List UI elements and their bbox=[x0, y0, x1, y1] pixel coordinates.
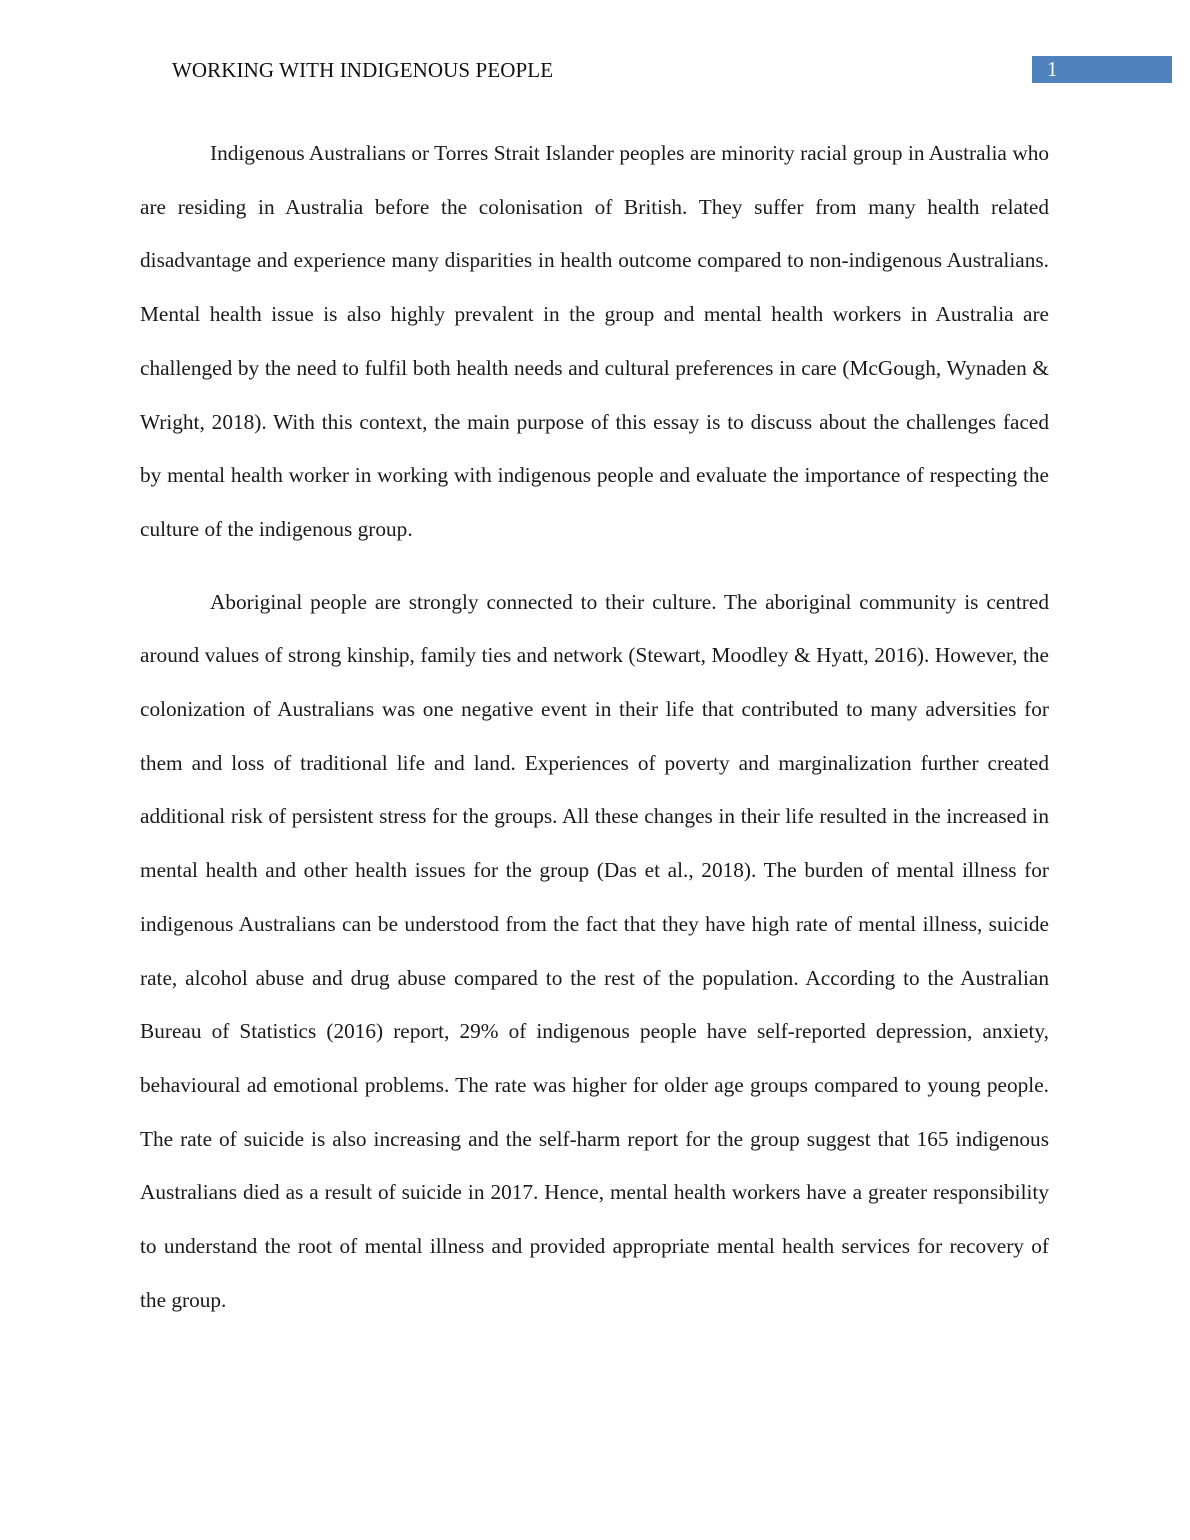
page-number: 1 bbox=[1047, 57, 1058, 81]
running-head: WORKING WITH INDIGENOUS PEOPLE bbox=[172, 58, 554, 82]
paragraph-introduction: Indigenous Australians or Torres Strait Islander peoples are minority racial group in Australia who are residing in Australia before the colonisation of British. They suffer from many health related disadvantage and experience many disparities in health outcome compared to non-indigenous Australians. Mental health issue is also highly prevalent in the group and mental health workers in Australia are challenged by the need to fulfil both health needs and cultural preferences in care (McGough, Wynaden & Wright, 2018). With this context, the main purpose of this essay is to discuss about the challenges faced by mental health worker in working with indigenous people and evaluate the importance of respecting the culture of the indigenous group. bbox=[140, 141, 1049, 541]
page-number-box bbox=[1032, 56, 1172, 83]
body-text bbox=[140, 127, 1049, 1327]
paragraph-aboriginal-culture: Aboriginal people are strongly connected to their culture. The aboriginal community is centred around values of strong kinship, family ties and network (Stewart, Moodley & Hyatt, 2016). However, the colonization of Australians was one negative event in their life that contributed to many adversities for them and loss of traditional life and land. Experiences of poverty and marginalization further created additional risk of persistent stress for the groups. All these changes in their life resulted in the increased in mental health and other health issues for the group (Das et al., 2018). The burden of mental illness for indigenous Australians can be understood from the fact that they have high rate of mental illness, suicide rate, alcohol abuse and drug abuse compared to the rest of the population. According to the Australian Bureau of Statistics (2016) report, 29% of indigenous people have self-reported depression, anxiety, behavioural ad emotional problems. The rate was higher for older age groups compared to young people. The rate of suicide is also increasing and the self-harm report for the group suggest that 165 indigenous Australians died as a result of suicide in 2017. Hence, mental health workers have a greater responsibility to understand the root of mental illness and provided appropriate mental health services for recovery of the group. bbox=[140, 589, 1049, 1312]
page-header bbox=[0, 56, 1190, 84]
